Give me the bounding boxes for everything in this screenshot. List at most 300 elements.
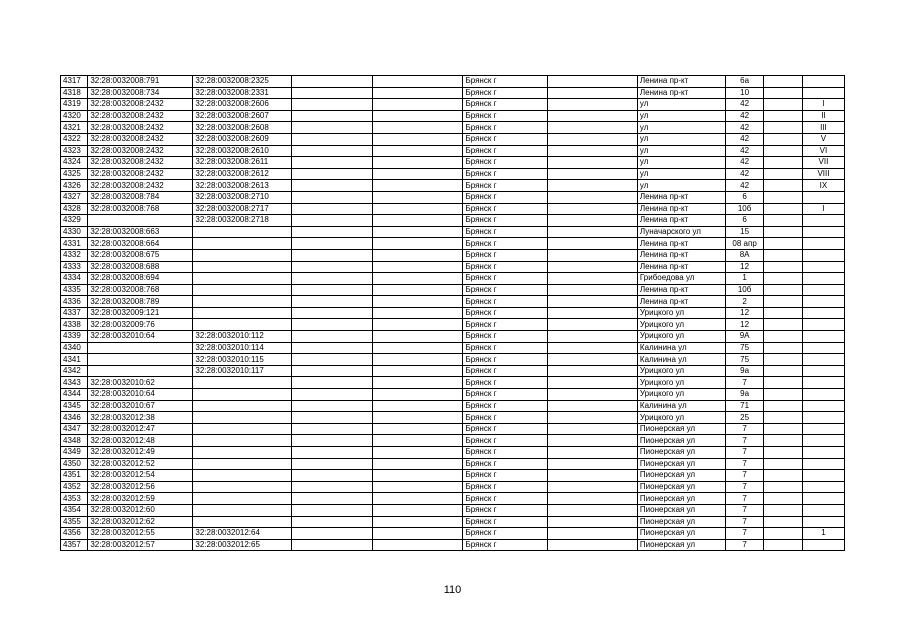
cadastral-number-cell: 32:28:0032010:67	[88, 400, 193, 412]
cadastral-number-cell	[88, 365, 193, 377]
empty-cell	[292, 191, 373, 203]
row-number-cell: 4339	[61, 331, 88, 343]
empty-cell	[373, 516, 463, 528]
table-row	[61, 133, 845, 145]
empty-cell	[373, 203, 463, 215]
empty-cell	[292, 110, 373, 122]
object-cadastral-number-cell: 32:28:0032008:2710	[193, 191, 292, 203]
row-number-cell: 4343	[61, 377, 88, 389]
premise-number-cell: VII	[802, 157, 844, 169]
row-number-cell: 4341	[61, 354, 88, 366]
empty-cell	[373, 331, 463, 343]
empty-cell	[547, 342, 637, 354]
row-number-cell: 4340	[61, 342, 88, 354]
city-cell: Брянск г	[463, 238, 547, 250]
row-number-cell: 4353	[61, 493, 88, 505]
house-number-cell: 15	[726, 226, 764, 238]
empty-cell	[547, 226, 637, 238]
premise-number-cell: IX	[802, 180, 844, 192]
city-cell: Брянск г	[463, 516, 547, 528]
house-number-cell: 7	[726, 470, 764, 482]
empty-cell	[292, 516, 373, 528]
house-number-cell: 7	[726, 539, 764, 551]
street-cell: ул	[637, 133, 725, 145]
cadastral-number-cell: 32:28:0032012:52	[88, 458, 193, 470]
empty-cell	[373, 87, 463, 99]
premise-number-cell: VI	[802, 145, 844, 157]
cadastral-number-cell: 32:28:0032008:688	[88, 261, 193, 273]
empty-cell	[764, 331, 803, 343]
object-cadastral-number-cell: 32:28:0032008:2718	[193, 215, 292, 227]
empty-cell	[547, 215, 637, 227]
empty-cell	[292, 249, 373, 261]
premise-number-cell	[802, 307, 844, 319]
street-cell: Пионерская ул	[637, 539, 725, 551]
house-number-cell: 7	[726, 423, 764, 435]
empty-cell	[373, 528, 463, 540]
city-cell: Брянск г	[463, 307, 547, 319]
city-cell: Брянск г	[463, 389, 547, 401]
table-row	[61, 435, 845, 447]
object-cadastral-number-cell: 32:28:0032012:64	[193, 528, 292, 540]
empty-cell	[764, 412, 803, 424]
premise-number-cell	[802, 87, 844, 99]
premise-number-cell	[802, 470, 844, 482]
empty-cell	[292, 504, 373, 516]
row-number-cell: 4337	[61, 307, 88, 319]
empty-cell	[547, 203, 637, 215]
row-number-cell: 4345	[61, 400, 88, 412]
house-number-cell: 7	[726, 435, 764, 447]
empty-cell	[373, 122, 463, 134]
empty-cell	[292, 261, 373, 273]
cadastral-number-cell: 32:28:0032012:57	[88, 539, 193, 551]
empty-cell	[373, 458, 463, 470]
house-number-cell: 42	[726, 133, 764, 145]
street-cell: Пионерская ул	[637, 528, 725, 540]
empty-cell	[764, 238, 803, 250]
empty-cell	[373, 145, 463, 157]
row-number-cell: 4349	[61, 447, 88, 459]
empty-cell	[292, 331, 373, 343]
empty-cell	[292, 133, 373, 145]
premise-number-cell: III	[802, 122, 844, 134]
empty-cell	[292, 481, 373, 493]
house-number-cell: 7	[726, 528, 764, 540]
row-number-cell: 4348	[61, 435, 88, 447]
empty-cell	[547, 168, 637, 180]
street-cell: Ленина пр-кт	[637, 238, 725, 250]
house-number-cell: 42	[726, 157, 764, 169]
street-cell: ул	[637, 157, 725, 169]
city-cell: Брянск г	[463, 249, 547, 261]
cadastral-number-cell: 32:28:0032012:55	[88, 528, 193, 540]
table-row	[61, 493, 845, 505]
object-cadastral-number-cell: 32:28:0032008:2613	[193, 180, 292, 192]
empty-cell	[373, 481, 463, 493]
city-cell: Брянск г	[463, 215, 547, 227]
city-cell: Брянск г	[463, 412, 547, 424]
empty-cell	[547, 423, 637, 435]
empty-cell	[547, 458, 637, 470]
row-number-cell: 4317	[61, 76, 88, 88]
street-cell: Пионерская ул	[637, 493, 725, 505]
empty-cell	[764, 191, 803, 203]
empty-cell	[292, 377, 373, 389]
empty-cell	[373, 168, 463, 180]
empty-cell	[764, 215, 803, 227]
premise-number-cell	[802, 435, 844, 447]
premise-number-cell	[802, 400, 844, 412]
house-number-cell: 25	[726, 412, 764, 424]
premise-number-cell	[802, 273, 844, 285]
premise-number-cell	[802, 296, 844, 308]
empty-cell	[764, 180, 803, 192]
table-row	[61, 273, 845, 285]
table-row	[61, 168, 845, 180]
premise-number-cell	[802, 249, 844, 261]
house-number-cell: 6а	[726, 76, 764, 88]
row-number-cell: 4342	[61, 365, 88, 377]
empty-cell	[373, 238, 463, 250]
table-row	[61, 365, 845, 377]
empty-cell	[764, 110, 803, 122]
house-number-cell: 12	[726, 319, 764, 331]
empty-cell	[764, 400, 803, 412]
row-number-cell: 4323	[61, 145, 88, 157]
empty-cell	[547, 191, 637, 203]
city-cell: Брянск г	[463, 296, 547, 308]
house-number-cell: 7	[726, 516, 764, 528]
row-number-cell: 4328	[61, 203, 88, 215]
cadastral-number-cell: 32:28:0032012:62	[88, 516, 193, 528]
empty-cell	[373, 435, 463, 447]
table-row	[61, 458, 845, 470]
table-row	[61, 157, 845, 169]
empty-cell	[292, 447, 373, 459]
row-number-cell: 4347	[61, 423, 88, 435]
city-cell: Брянск г	[463, 365, 547, 377]
cadastral-number-cell: 32:28:0032012:48	[88, 435, 193, 447]
empty-cell	[764, 168, 803, 180]
cadastral-number-cell: 32:28:0032012:56	[88, 481, 193, 493]
cadastral-number-cell: 32:28:0032008:791	[88, 76, 193, 88]
object-cadastral-number-cell	[193, 423, 292, 435]
house-number-cell: 10б	[726, 284, 764, 296]
street-cell: Урицкого ул	[637, 412, 725, 424]
row-number-cell: 4324	[61, 157, 88, 169]
table-row	[61, 354, 845, 366]
empty-cell	[373, 76, 463, 88]
empty-cell	[373, 307, 463, 319]
house-number-cell: 7	[726, 458, 764, 470]
empty-cell	[373, 504, 463, 516]
empty-cell	[292, 180, 373, 192]
city-cell: Брянск г	[463, 122, 547, 134]
house-number-cell: 7	[726, 377, 764, 389]
empty-cell	[292, 238, 373, 250]
cadastral-number-cell	[88, 215, 193, 227]
empty-cell	[764, 157, 803, 169]
cadastral-number-cell: 32:28:0032008:2432	[88, 145, 193, 157]
table-row	[61, 389, 845, 401]
empty-cell	[292, 168, 373, 180]
empty-cell	[547, 157, 637, 169]
empty-cell	[373, 226, 463, 238]
empty-cell	[764, 470, 803, 482]
empty-cell	[292, 400, 373, 412]
empty-cell	[292, 365, 373, 377]
city-cell: Брянск г	[463, 157, 547, 169]
premise-number-cell	[802, 261, 844, 273]
empty-cell	[373, 157, 463, 169]
street-cell: ул	[637, 145, 725, 157]
empty-cell	[292, 412, 373, 424]
cadastral-number-cell: 32:28:0032012:59	[88, 493, 193, 505]
city-cell: Брянск г	[463, 191, 547, 203]
table-row	[61, 122, 845, 134]
empty-cell	[373, 377, 463, 389]
object-cadastral-number-cell	[193, 400, 292, 412]
empty-cell	[373, 447, 463, 459]
row-number-cell: 4332	[61, 249, 88, 261]
street-cell: ул	[637, 110, 725, 122]
table-row	[61, 284, 845, 296]
cadastral-number-cell	[88, 354, 193, 366]
empty-cell	[764, 249, 803, 261]
empty-cell	[547, 412, 637, 424]
empty-cell	[373, 493, 463, 505]
object-cadastral-number-cell: 32:28:0032010:117	[193, 365, 292, 377]
registry-table-body	[61, 76, 845, 551]
house-number-cell: 9А	[726, 331, 764, 343]
empty-cell	[292, 470, 373, 482]
table-row	[61, 423, 845, 435]
row-number-cell: 4357	[61, 539, 88, 551]
empty-cell	[764, 319, 803, 331]
street-cell: Ленина пр-кт	[637, 191, 725, 203]
empty-cell	[547, 76, 637, 88]
empty-cell	[373, 423, 463, 435]
object-cadastral-number-cell	[193, 435, 292, 447]
house-number-cell: 8А	[726, 249, 764, 261]
premise-number-cell	[802, 423, 844, 435]
street-cell: Пионерская ул	[637, 470, 725, 482]
city-cell: Брянск г	[463, 110, 547, 122]
row-number-cell: 4336	[61, 296, 88, 308]
empty-cell	[292, 215, 373, 227]
house-number-cell: 12	[726, 261, 764, 273]
cadastral-number-cell: 32:28:0032008:2432	[88, 122, 193, 134]
city-cell: Брянск г	[463, 180, 547, 192]
empty-cell	[292, 423, 373, 435]
empty-cell	[292, 319, 373, 331]
empty-cell	[373, 110, 463, 122]
object-cadastral-number-cell: 32:28:0032008:2609	[193, 133, 292, 145]
empty-cell	[764, 273, 803, 285]
premise-number-cell	[802, 354, 844, 366]
table-row	[61, 504, 845, 516]
city-cell: Брянск г	[463, 504, 547, 516]
object-cadastral-number-cell	[193, 470, 292, 482]
city-cell: Брянск г	[463, 87, 547, 99]
row-number-cell: 4320	[61, 110, 88, 122]
empty-cell	[764, 389, 803, 401]
object-cadastral-number-cell	[193, 296, 292, 308]
empty-cell	[547, 284, 637, 296]
table-row	[61, 145, 845, 157]
street-cell: ул	[637, 99, 725, 111]
cadastral-number-cell: 32:28:0032010:64	[88, 331, 193, 343]
empty-cell	[764, 354, 803, 366]
city-cell: Брянск г	[463, 423, 547, 435]
house-number-cell: 7	[726, 504, 764, 516]
object-cadastral-number-cell: 32:28:0032012:65	[193, 539, 292, 551]
table-row	[61, 261, 845, 273]
house-number-cell: 1	[726, 273, 764, 285]
house-number-cell: 12	[726, 307, 764, 319]
house-number-cell: 7	[726, 447, 764, 459]
empty-cell	[373, 261, 463, 273]
city-cell: Брянск г	[463, 76, 547, 88]
city-cell: Брянск г	[463, 331, 547, 343]
object-cadastral-number-cell	[193, 261, 292, 273]
object-cadastral-number-cell: 32:28:0032008:2611	[193, 157, 292, 169]
empty-cell	[547, 122, 637, 134]
table-row	[61, 412, 845, 424]
city-cell: Брянск г	[463, 145, 547, 157]
table-row	[61, 203, 845, 215]
empty-cell	[292, 493, 373, 505]
empty-cell	[764, 284, 803, 296]
city-cell: Брянск г	[463, 203, 547, 215]
cadastral-number-cell: 32:28:0032010:64	[88, 389, 193, 401]
city-cell: Брянск г	[463, 273, 547, 285]
street-cell: Пионерская ул	[637, 447, 725, 459]
empty-cell	[547, 238, 637, 250]
object-cadastral-number-cell	[193, 389, 292, 401]
cadastral-number-cell: 32:28:0032009:121	[88, 307, 193, 319]
empty-cell	[292, 145, 373, 157]
row-number-cell: 4335	[61, 284, 88, 296]
premise-number-cell	[802, 284, 844, 296]
city-cell: Брянск г	[463, 226, 547, 238]
street-cell: Ленина пр-кт	[637, 203, 725, 215]
street-cell: Пионерская ул	[637, 435, 725, 447]
premise-number-cell	[802, 377, 844, 389]
empty-cell	[547, 481, 637, 493]
table-row	[61, 342, 845, 354]
empty-cell	[373, 470, 463, 482]
premise-number-cell	[802, 365, 844, 377]
street-cell: Ленина пр-кт	[637, 249, 725, 261]
street-cell: Пионерская ул	[637, 458, 725, 470]
house-number-cell: 42	[726, 99, 764, 111]
premise-number-cell: I	[802, 99, 844, 111]
empty-cell	[547, 400, 637, 412]
street-cell: Пионерская ул	[637, 423, 725, 435]
table-row	[61, 528, 845, 540]
premise-number-cell	[802, 215, 844, 227]
empty-cell	[373, 539, 463, 551]
cadastral-number-cell	[88, 342, 193, 354]
empty-cell	[764, 296, 803, 308]
empty-cell	[764, 226, 803, 238]
house-number-cell: 7	[726, 481, 764, 493]
street-cell: Луначарского ул	[637, 226, 725, 238]
empty-cell	[373, 133, 463, 145]
city-cell: Брянск г	[463, 539, 547, 551]
house-number-cell: 10б	[726, 203, 764, 215]
street-cell: Ленина пр-кт	[637, 296, 725, 308]
empty-cell	[292, 307, 373, 319]
street-cell: Калинина ул	[637, 354, 725, 366]
premise-number-cell	[802, 319, 844, 331]
empty-cell	[292, 87, 373, 99]
cadastral-number-cell: 32:28:0032012:54	[88, 470, 193, 482]
premise-number-cell	[802, 458, 844, 470]
empty-cell	[764, 423, 803, 435]
premise-number-cell: VIII	[802, 168, 844, 180]
premise-number-cell	[802, 226, 844, 238]
city-cell: Брянск г	[463, 133, 547, 145]
empty-cell	[373, 249, 463, 261]
cadastral-number-cell: 32:28:0032008:2432	[88, 99, 193, 111]
table-row	[61, 191, 845, 203]
empty-cell	[764, 493, 803, 505]
table-row	[61, 296, 845, 308]
empty-cell	[373, 365, 463, 377]
premise-number-cell: I	[802, 203, 844, 215]
street-cell: Калинина ул	[637, 342, 725, 354]
premise-number-cell	[802, 76, 844, 88]
empty-cell	[764, 539, 803, 551]
premise-number-cell	[802, 191, 844, 203]
table-row	[61, 249, 845, 261]
empty-cell	[373, 319, 463, 331]
object-cadastral-number-cell: 32:28:0032010:114	[193, 342, 292, 354]
empty-cell	[764, 377, 803, 389]
cadastral-number-cell: 32:28:0032008:734	[88, 87, 193, 99]
premise-number-cell	[802, 481, 844, 493]
street-cell: ул	[637, 180, 725, 192]
empty-cell	[292, 539, 373, 551]
table-row	[61, 470, 845, 482]
table-row	[61, 87, 845, 99]
object-cadastral-number-cell	[193, 516, 292, 528]
cadastral-number-cell: 32:28:0032012:49	[88, 447, 193, 459]
premise-number-cell: II	[802, 110, 844, 122]
premise-number-cell: V	[802, 133, 844, 145]
empty-cell	[292, 342, 373, 354]
empty-cell	[764, 145, 803, 157]
row-number-cell: 4352	[61, 481, 88, 493]
city-cell: Брянск г	[463, 354, 547, 366]
row-number-cell: 4354	[61, 504, 88, 516]
city-cell: Брянск г	[463, 342, 547, 354]
house-number-cell: 42	[726, 122, 764, 134]
premise-number-cell	[802, 238, 844, 250]
object-cadastral-number-cell: 32:28:0032008:2717	[193, 203, 292, 215]
table-row	[61, 539, 845, 551]
empty-cell	[547, 470, 637, 482]
empty-cell	[547, 447, 637, 459]
empty-cell	[547, 249, 637, 261]
empty-cell	[292, 122, 373, 134]
cadastral-number-cell: 32:28:0032008:694	[88, 273, 193, 285]
empty-cell	[547, 261, 637, 273]
cadastral-number-cell: 32:28:0032008:768	[88, 284, 193, 296]
